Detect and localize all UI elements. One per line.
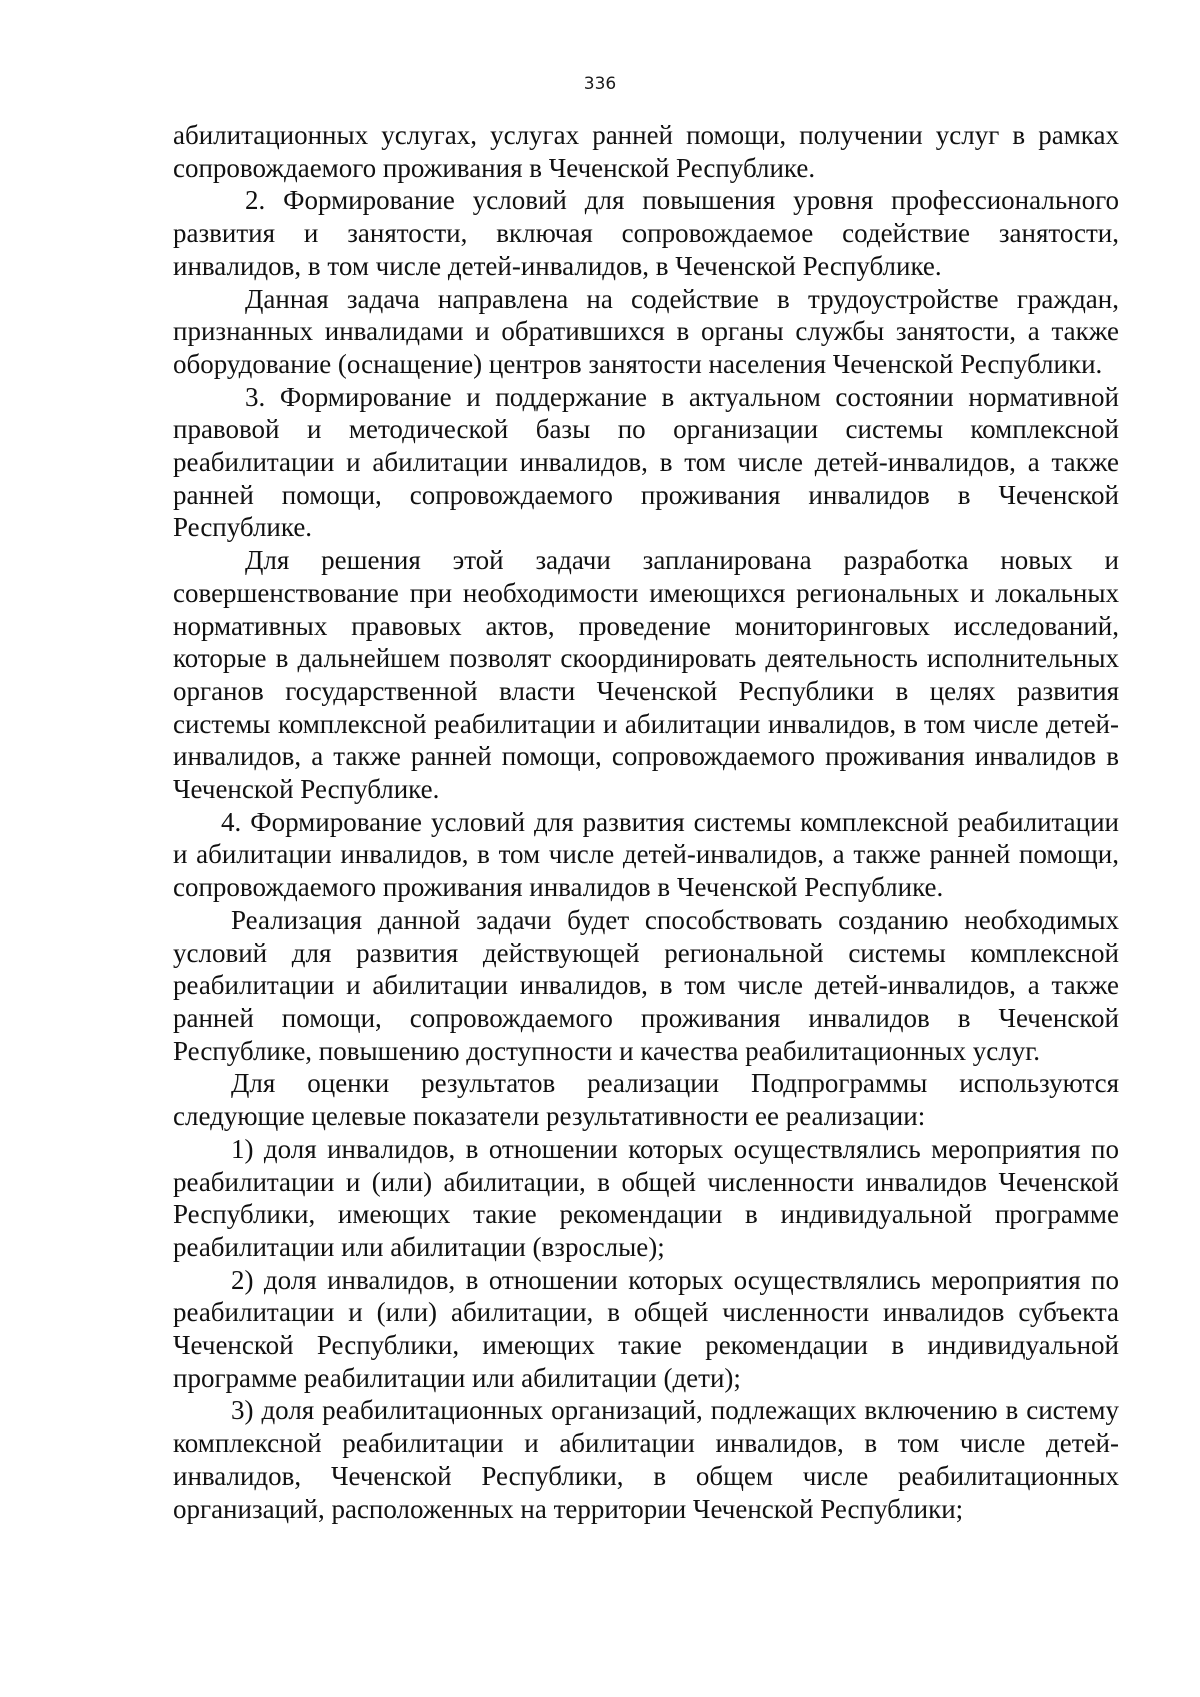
document-body <box>173 119 1119 1525</box>
paragraph-indicator-2: 2) доля инвалидов, в отношении которых осуществлялись мероприятия по реабилитации и (или) абилитации, в общей численности инвалидов субъекта Чеченской Республики, имеющих такие рекомендации в индивидуальной программе реабилитации или абилитации (дети); <box>173 1264 1119 1393</box>
paragraph-indicators-intro: Для оценки результатов реализации Подпрограммы используются следующие целевые показатели результативности ее реализации: <box>173 1068 1119 1132</box>
paragraph-task-3-description: Для решения этой задачи запланирована разработка новых и совершенствование при необходимости имеющихся региональных и локальных нормативных правовых актов, проведение мониторинговых исследований, которые в дальнейшем позволят скоординировать деятельность исполнительных органов государственной власти Чеченской Республики в целях развития системы комплексной реабилитации и абилитации инвалидов, в том числе детей-инвалидов, а также ранней помощи, сопровождаемого проживания инвалидов в Чеченской Республике. <box>173 545 1119 805</box>
paragraph-indicator-3: 3) доля реабилитационных организаций, подлежащих включению в систему комплексной реабилитации и абилитации инвалидов, в том числе детей-инвалидов, Чеченской Республики, в общем числе реабилитационных организаций, расположенных на территории Чеченской Республики; <box>173 1395 1119 1524</box>
page-number: 336 <box>583 74 617 94</box>
paragraph-task-4: 4. Формирование условий для развития системы комплексной реабилитации и абилитации инвалидов, в том числе детей-инвалидов, а также ранней помощи, сопровождаемого проживания инвалидов в Чеченской Республике. <box>173 806 1119 903</box>
paragraph-task-2: 2. Формирование условий для повышения уровня профессионального развития и занятости, включая сопровождаемое содействие занятости, инвалидов, в том числе детей-инвалидов, в Чеченской Республике. <box>173 185 1119 281</box>
paragraph-continuation: абилитационных услугах, услугах ранней помощи, получении услуг в рамках сопровождаемого проживания в Чеченской Республике. <box>173 120 1119 183</box>
paragraph-indicator-1: 1) доля инвалидов, в отношении которых осуществлялись мероприятия по реабилитации и (или) абилитации, в общей численности инвалидов Чеченской Республики, имеющих такие рекомендации в индивидуальной программе реабилитации или абилитации (взрослые); <box>173 1133 1119 1262</box>
paragraph-task-4-description: Реализация данной задачи будет способствовать созданию необходимых условий для развития действующей региональной системы комплексной реабилитации и абилитации инвалидов, в том числе детей-инвалидов, а также ранней помощи, сопровождаемого проживания инвалидов в Чеченской Республике, повышению доступности и качества реабилитационных услуг. <box>173 904 1119 1066</box>
paragraph-task-2-description: Данная задача направлена на содействие в трудоустройстве граждан, признанных инвалидами и обратившихся в органы службы занятости, а также оборудование (оснащение) центров занятости населения Чеченской Республики. <box>173 283 1119 379</box>
paragraph-task-3: 3. Формирование и поддержание в актуальном состоянии нормативной правовой и методической базы по организации системы комплексной реабилитации и абилитации инвалидов, в том числе детей-инвалидов, а также ранней помощи, сопровождаемого проживания инвалидов в Чеченской Республике. <box>173 381 1119 543</box>
